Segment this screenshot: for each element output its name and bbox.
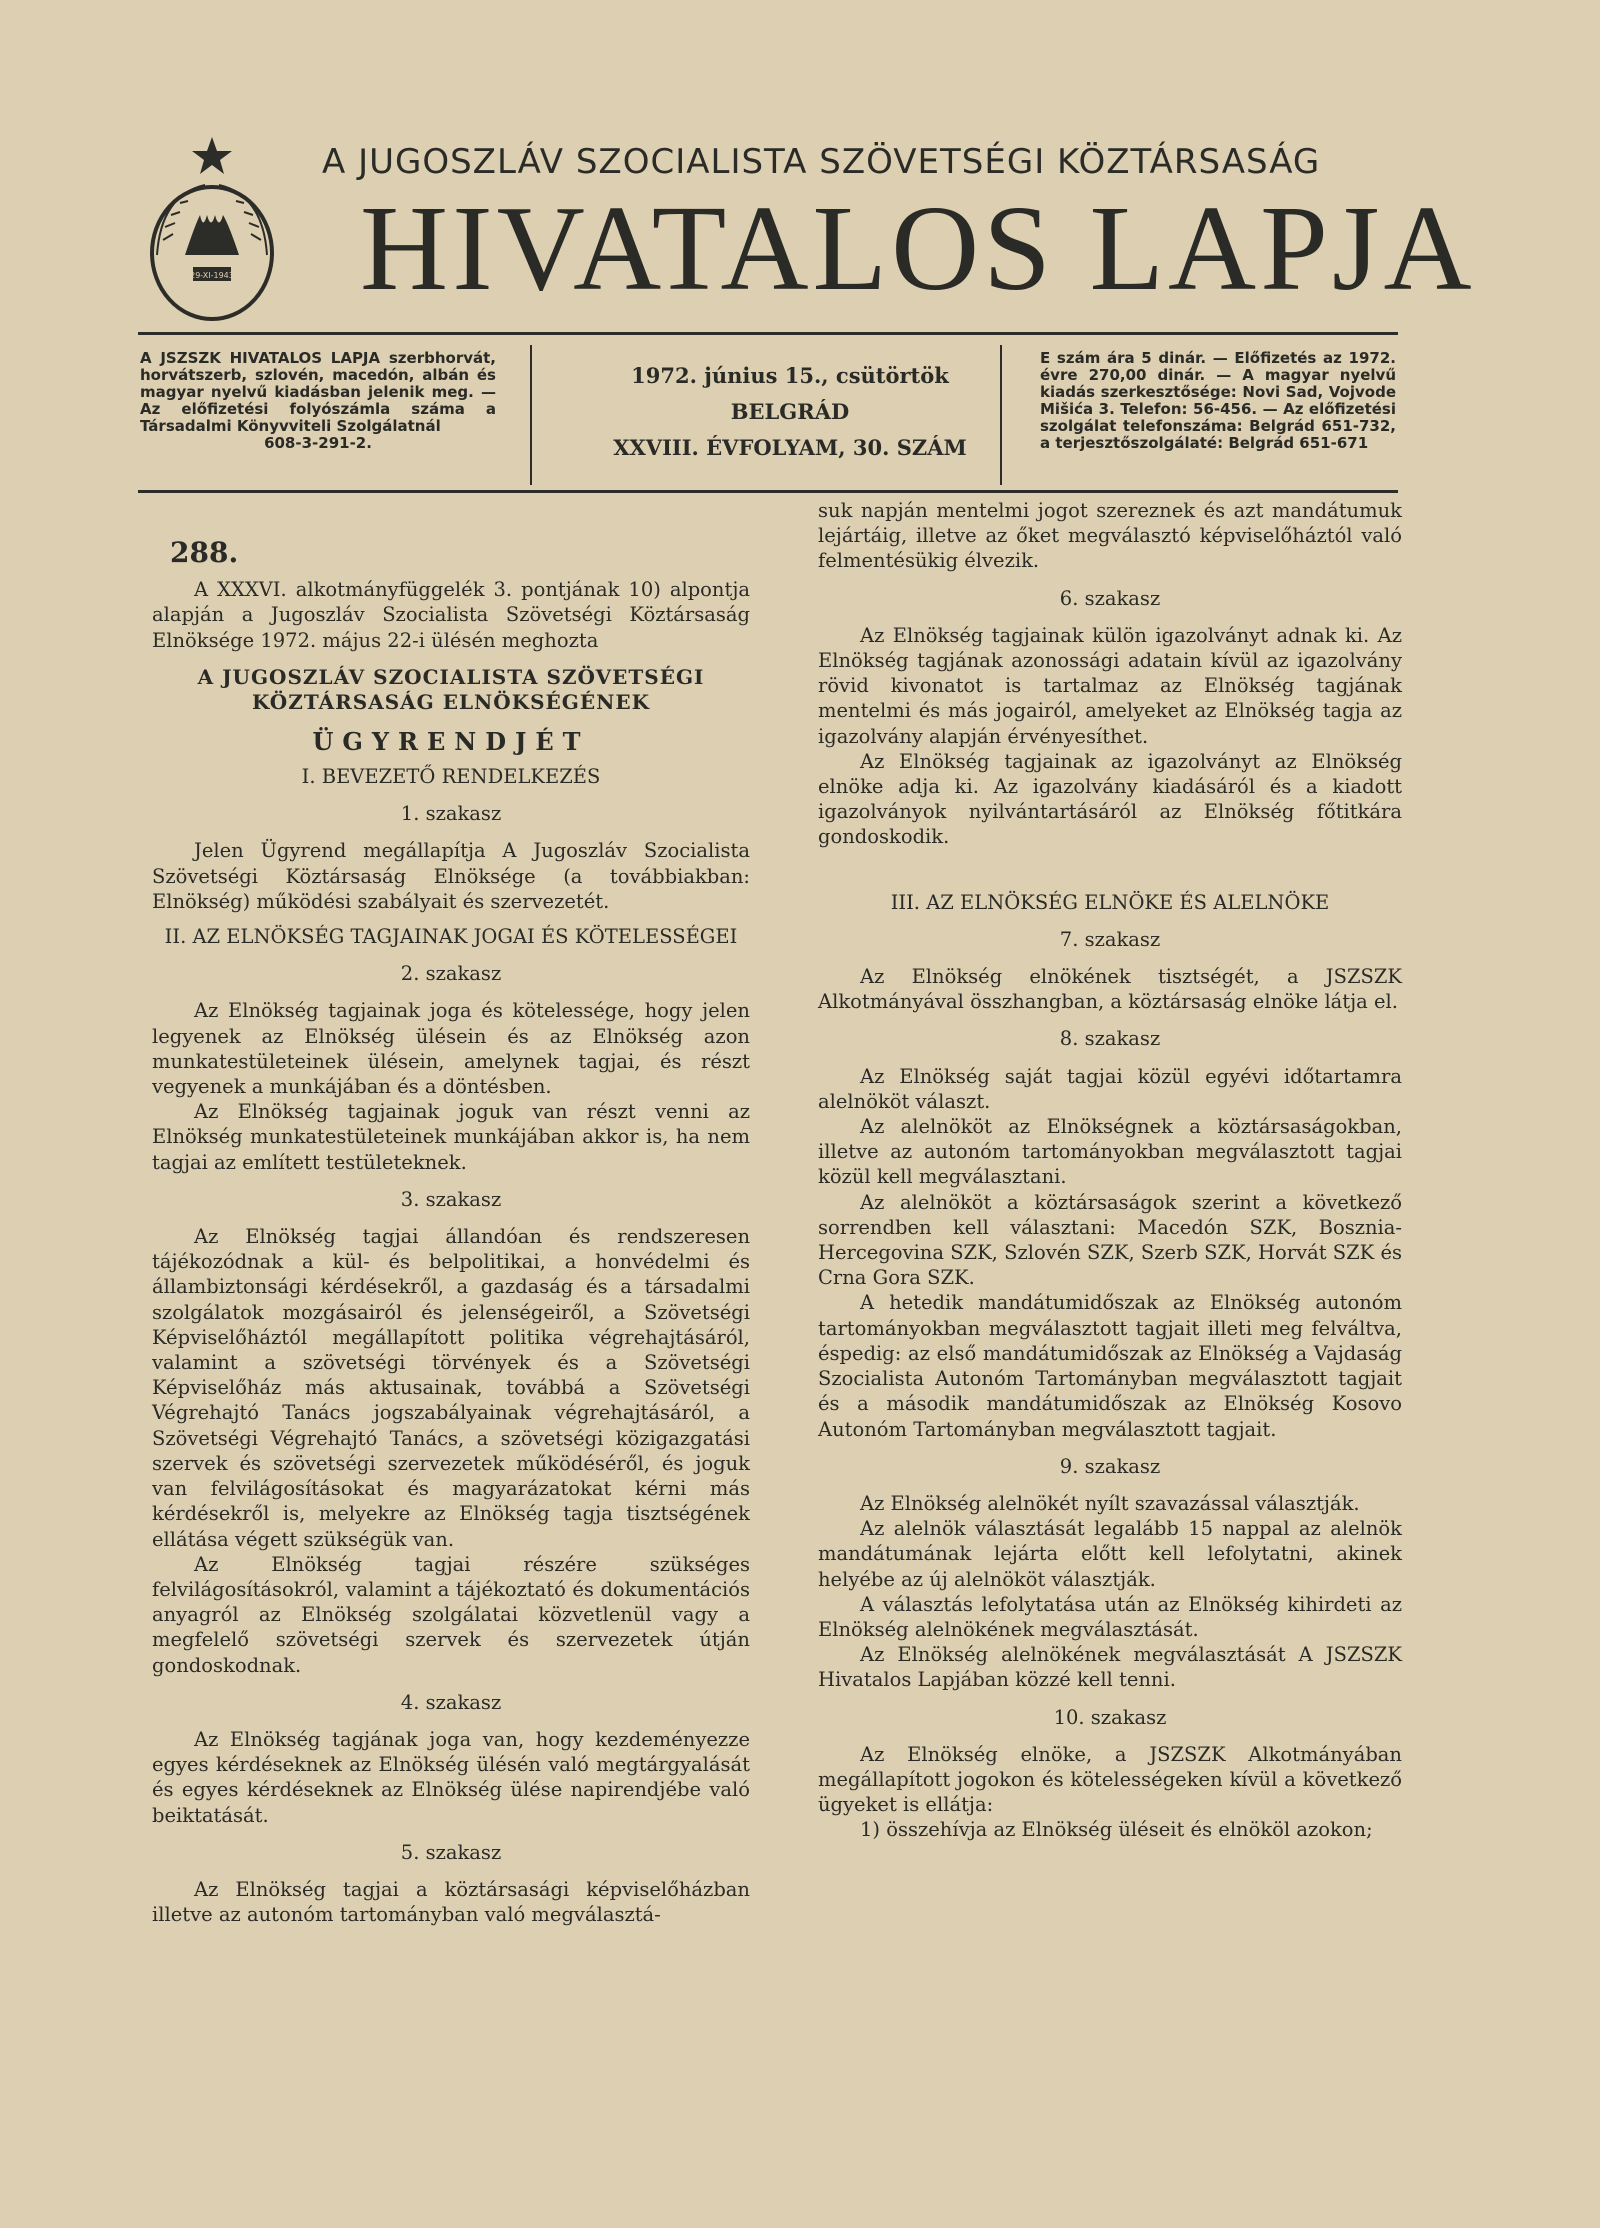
section-9-paragraph-3: A választás lefolytatása után az Elnökség kihirdeti az Elnökség alelnökének megválasztását. — [818, 1592, 1402, 1641]
section-2-paragraph-1: Az Elnökség tagjainak joga és kötelessége, hogy jelen legyenek az Elnökség ülésein és az Elnökség azon munkatestületeinek ülésein, amelynek tagjai, és részt vegyenek a munkájában és a döntésben. — [152, 999, 750, 1099]
section-2-heading: 2. szakasz — [400, 962, 502, 986]
section-8-paragraph-1: Az Elnökség saját tagjai közül egyévi időtartamra alelnököt választ. — [818, 1064, 1402, 1113]
section-10-heading: 10. szakasz — [1053, 1705, 1167, 1729]
section-3-paragraph-2: Az Elnökség tagjai részére szükséges felvilágosításokról, valamint a tájékoztató és dokumentációs anyagról az Elnökség szolgálatai közvetlenül vagy a megfelelő szövetségi szervek és szervezetek útján gondoskodnak. — [152, 1552, 750, 1677]
section-8-heading: 8. szakasz — [1059, 1027, 1161, 1051]
left-column — [152, 528, 750, 1927]
section-7-heading: 7. szakasz — [1059, 927, 1161, 951]
document-title: A JUGOSZLÁV SZOCIALISTA SZÖVETSÉGI KÖZTÁRSASÁG ELNÖKSÉGÉNEK — [197, 664, 705, 714]
document-number: 288. — [170, 536, 239, 569]
section-3-paragraph-1: Az Elnökség tagjai állandóan és rendszeresen tájékozódnak a kül- és belpolitikai, a honvédelmi és állambiztonsági kérdésekről, a gazdaság és a társadalmi szolgálatok mozgásairól és jelenségeiről, a Szövetségi Képviselőháztól megállapított politika végrehajtásáról, valamint a szövetségi törvények és a Szövetségi Képviselőház más aktusainak, továbbá a Szövetségi Végrehajtó Tanács jogszabályainak végrehajtásáról, a Szövetségi Végrehajtó Tanács, a szövetségi közigazgatási szervek és szövetségi szervezetek működéséről, és joguk van felvilágosításokat és magyarázatokat kérni más kérdésekről is, melyekre az Elnökség tagja tisztségének ellátása végett szükségük van. — [152, 1225, 750, 1551]
issue-place: BELGRÁD — [730, 399, 850, 424]
section-7-text: Az Elnökség elnökének tisztségét, a JSZSZK Alkotmányával összhangban, a köztársaság elnöke látja el. — [818, 965, 1402, 1014]
chapter-2-heading: II. AZ ELNÖKSÉG TAGJAINAK JOGAI ÉS KÖTELESSÉGEI — [164, 925, 738, 949]
section-1-heading: 1. szakasz — [400, 802, 502, 826]
info-left-account: 608-3-291-2. — [264, 434, 372, 452]
info-left-title: A JSZSZK HIVATALOS LAPJA — [140, 349, 381, 367]
issue-volume: XXVIII. ÉVFOLYAM, 30. SZÁM — [613, 435, 967, 460]
section-10-paragraph-2: 1) összehívja az Elnökség üléseit és elnököl azokon; — [860, 1818, 1373, 1842]
section-4-text: Az Elnökség tagjának joga van, hogy kezdeményezze egyes kérdéseknek az Elnökség ülésén való megtárgyalását és egyes kérdéseknek az Elnökség ülése napirendjébe való beiktatását. — [152, 1727, 750, 1827]
section-6-paragraph-1: Az Elnökség tagjainak külön igazolványt adnak ki. Az Elnökség tagjának azonossági adatain kívül az igazolvány rövid kivonatot is tartalmaz az Elnökség tagjának mentelmi és más jogairól, amelyeket az Elnökség tagja az igazolvány alapján érvényesíthet. — [818, 623, 1402, 748]
section-1-text: Jelen Ügyrend megállapítja A Jugoszláv Szocialista Szövetségi Köztársaság Elnöksége (a továbbiakban: Elnökség) működési szabályait és szervezetét. — [152, 839, 750, 913]
header-info-left — [140, 350, 496, 452]
masthead-rule-bottom — [138, 490, 1398, 493]
header-info-center — [560, 358, 1020, 466]
masthead-kicker: A JUGOSZLÁV SZOCIALISTA SZÖVETSÉGI KÖZTÁRSASÁG — [322, 142, 1321, 182]
section-4-heading: 4. szakasz — [400, 1690, 502, 1714]
section-2-paragraph-2: Az Elnökség tagjainak joguk van részt venni az Elnökség munkatestületeinek munkájában akkor is, ha nem tagjai az említett testületeknek. — [152, 1100, 750, 1174]
masthead-title: HIVATALOS LAPJA — [360, 181, 1476, 316]
svg-text:29-XI-1943: 29-XI-1943 — [190, 271, 234, 280]
section-9-heading: 9. szakasz — [1059, 1454, 1161, 1478]
section-5-continued: suk napján mentelmi jogot szereznek és azt mandátumuk lejártáig, illetve az őket megválasztó képviselőháztól való felmentésükig élvezik. — [818, 499, 1402, 573]
issue-date: 1972. június 15., csütörtök — [631, 363, 949, 388]
section-9-paragraph-4: Az Elnökség alelnökének megválasztását A JSZSZK Hivatalos Lapjában közzé kell tenni. — [818, 1643, 1402, 1692]
section-3-heading: 3. szakasz — [400, 1187, 502, 1211]
section-5-text: Az Elnökség tagjai a köztársasági képviselőházban illetve az autonóm tartományban való megválasztá- — [152, 1877, 750, 1927]
section-9-paragraph-1: Az Elnökség alelnökét nyílt szavazással választják. — [860, 1491, 1360, 1515]
section-5-heading: 5. szakasz — [400, 1840, 502, 1864]
section-9-paragraph-2: Az alelnök választását legalább 15 nappal az alelnök mandátumának lejárta előtt kell lefolytatni, akinek helyébe az új alelnököt választják. — [818, 1517, 1402, 1591]
document-name: ÜGYRENDJÉT — [312, 726, 590, 756]
section-6-paragraph-2: Az Elnökség tagjainak az igazolványt az Elnökség elnöke adja ki. Az igazolvány kiadásáról és a kiadott igazolványok nyilvántartásáról az Elnökség főtitkára gondoskodik. — [818, 749, 1402, 849]
section-8-paragraph-2: Az alelnököt az Elnökségnek a köztársaságokban, illetve az autonóm tartományokban megválasztott tagjai közül kell megválasztani. — [818, 1115, 1402, 1189]
chapter-3-heading: III. AZ ELNÖKSÉG ELNÖKE ÉS ALELNÖKE — [890, 890, 1330, 914]
info-left-text: szerbhorvát, horvátszerb, szlovén, macedón, albán és magyar nyelvű kiadásban jelenik meg. — Az előfizetési folyószámla száma a Társadalmi Könyvviteli Szolgálatnál — [140, 349, 496, 435]
coat-of-arms-emblem — [145, 135, 280, 330]
section-8-paragraph-4: A hetedik mandátumidőszak az Elnökség autonóm tartományokban megválasztott tagjait illeti meg felváltva, éspedig: az első mandátumidőszak az Elnökség a Vajdaság Szocialista Autonóm Tartományban megválasztott tagjait és a második mandátumidőszak az Elnökség Kosovo Autonóm Tartományban megválasztott tagjait. — [818, 1291, 1402, 1441]
masthead-rule-top — [138, 332, 1398, 335]
intro-paragraph: A XXXVI. alkotmányfüggelék 3. pontjának 10) alpontja alapján a Jugoszláv Szocialista Szövetségi Köztársaság Elnöksége 1972. május 22-i ülésén meghozta — [152, 578, 750, 652]
section-6-heading: 6. szakasz — [1059, 586, 1161, 610]
right-column — [818, 498, 1402, 1843]
chapter-1-heading: I. BEVEZETŐ RENDELKEZÉS — [301, 765, 601, 789]
section-8-paragraph-3: Az alelnököt a köztársaságok szerint a következő sorrendben kell választani: Macedón SZK, Bosznia-Hercegovina SZK, Szlovén SZK, Szerb SZK, Horvát SZK és Crna Gora SZK. — [818, 1190, 1402, 1290]
header-info-right: E szám ára 5 dinár. — Előfizetés az 1972. évre 270,00 dinár. — A magyar nyelvű kiadás szerkesztősége: Novi Sad, Vojvode Mišića 3. Telefon: 56-456. — Az előfizetési szolgálat telefonszáma: Belgrád 651-732, a terjesztőszolgálaté: Belgrád 651-671 — [1040, 349, 1396, 452]
section-10-paragraph-1: Az Elnökség elnöke, a JSZSZK Alkotmányában megállapított jogokon és kötelességeken kívül a következő ügyeket is ellátja: — [818, 1742, 1402, 1817]
header-divider-left — [530, 345, 532, 485]
